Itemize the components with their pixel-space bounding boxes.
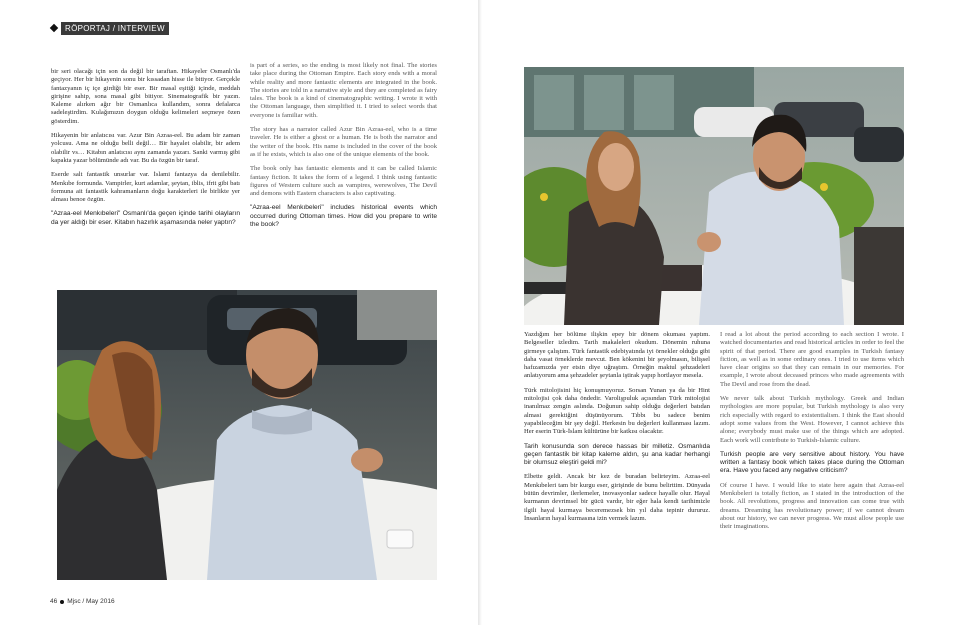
left-column-turkish [51,68,240,284]
interview-question: Tarih konusunda son derece hassas bir milletiz. Osmanlıda geçen fantastik bir kitap kaleme aldın, şu ana kadar herhangi bir olumsuz eleştiri geldi mi? [524,442,710,467]
interview-photo-left [57,290,437,580]
body-paragraph: Türk mitolojisini hiç konuşmuyoruz. Sorsan Yunan ya da bir Hint mitolojisi çok daha öndedir. Varolişpuluk açısından Türk mitolojisi inanılmaz zengin aslında. Doğunun sahip olduğu değerleri batıdan almasi gerektiğini düşünüyorum. Tıbbı bu sadece benim yapabileceğim bir şey değil. Herkesin bu değerleri kullanması lazım. Her eserin Türk-İslam kültürüne bir katkısı olacaktır. [524,386,710,436]
body-paragraph: I read a lot about the period according to each section I wrote. I watched documentaries and read historical articles in order to feel the spirit of that period. There are good examples in Turkish fantasy fiction, as well as in some ordinary ones. I tried to use items which have clear origins so that they can remain in our memories. For example, I wrote about deceased princes who made agreements with The Devil and rose from the dead. [720,331,904,388]
interview-question: "Azraa-eel Menkıbeleri" includes historical events which occurred during Ottoman times. How did you prepare to write the book? [250,204,437,229]
body-paragraph: Hikayenin bir anlatıcısı var. Azur Bin Azraa-eel. Bu adam bir zaman yolcusu. Ama ne olduğu belli değil… Bir hayalet olabilir, bir adem olabilir vs… Kitabın anlatıcısı aynı zamanda yazarı. Sanki varmış gibi kapakta yazar bölümünde adı var. Bu da özgün bir taraf. [51,132,240,164]
body-paragraph: is part of a series, so the ending is most likely not final. The stories take place during the Ottoman Empire. Each story ends with a moral while reality and more fantastic elements are integrated in the book. The stories are told in a narrative style and they are completed as fairy tales. The book is a kind of cinematographic writing. I wrote it with the Ottoman language, then simplified it. I tried to select words that everyone is familiar with. [250,62,437,119]
section-label: RÖPORTAJ / INTERVIEW [61,22,169,35]
body-paragraph: The story has a narrator called Azur Bin Azraa-eel, who is a time traveler. He is either a ghost or a human. He is both the narrator and the writer of the book. His name is included in the cover of the book as if he exists, which is also one of the unique elements of the book. [250,126,437,158]
page-footer [50,598,115,605]
body-paragraph: bir seri olacağı için son da değil bir taraftan. Hikayeler Osmanlı'da geçiyor. Her bir hikayenin sonu bir kıssadan hisse ile bitiyor. Gerçekle fantazyanın iç içe girdiği bir eser. Bir masal eşitiği içinde, meddah girişine sahip, sona masal gibi bitiyor. Sinematografik bir yazın. Kalemе alırken ağır bir Osmanlıca kullandım, sonra defalarca sadeleştirdim. Kulağımızın doygun olduğu kelimeleri seçmeye özen gösterdim. [51,68,240,125]
interview-scene-illustration-right [524,67,904,325]
right-column-english [720,331,904,593]
page-gutter [478,0,482,625]
right-column-turkish [524,331,710,593]
section-bullet-icon [50,24,58,32]
interview-scene-illustration [57,290,437,580]
body-paragraph: Yazdığım her bölüme ilişkin epey bir dönem okuması yaptım. Belgeseller izledim. Tarih makaleleri okudum. Dönemin ruhuna girmeye çalıştım. Türk fantastik edebiyatında iyi örnekler olduğu gibi daha vasat örneklerde mevcut. Ben kökenini bir şeyolmasın, bilişsel hafızamızda yer etsin diye uğraştım. Örneğin maktul şehzadeleri anlatıyorum ama şehzadeler şeytanla iştirak yapıp hortlayor mesela. [524,331,710,380]
left-column-english [250,62,437,284]
magazine-issue: Mjsc / May 2016 [67,598,115,605]
body-paragraph: Eserde salt fantastik unsurlar var. İslami fantazya da denilebilir. Menkıbe formunda. Vampirler, kurt adamlar, şeytan, iblis, ifrit gibi batı formuna ait fantastik kahramanların doğu karakterleri ile birlikte yer alması benoe özgün. [51,171,240,204]
footer-bullet-icon [60,600,64,604]
interview-question: Turkish people are very sensitive about history. You have written a fantasy book which takes place during the Ottoman era. Have you faced any negative criticism? [720,450,904,475]
body-paragraph: The book only has fantastic elements and it can be called Islamic fantasy fiction. It takes the form of a legend. I think using fantastic figures of Western culture such as vampires, werewolves, The Devil and demons with Eastern characters is also captivating. [250,165,437,198]
interview-question: "Azraa-eel Menkıbeleri" Osmanlı'da geçen içinde tarihi olayların da yer aldığı bir eser. Kitabın hazırlık aşamasında neler yaptın? [51,210,240,226]
body-paragraph: Of course I have. I would like to state here again that Azraa-eel Menkıbeleri is totally fiction, as I stated in the introduction of the book. All revolutions, progress and innovation can come true with dreams. Dreaming has revolutionary power; if we cannot dream about our history, we can never progress. We must allow people use their imaginations. [720,481,904,531]
body-paragraph: Elbette geldi. Ancak bir kez de buradan belirteyim. Azraa-eel Menkıbeleri tam bir kurgu eser, girişinde de bunu belirttim. Dünyada bütün devrimler, ilerlemeler, inovasyonlar sadece hayalle olur. Hayal kurmanın devrimsel bir gücü vardır, bir eğer hala kendi tarihimizle ilgili hayal kurmaya beceremezsek bin yıl daha tepinir dururuz. İnsanların hayal kurmasına izin vermek lazım. [524,473,710,522]
page-number: 46 [50,598,58,605]
body-paragraph: We never talk about Turkish mythology. Greek and Indian mythologies are more popular, but Turkish mythology is also very rich especially with regard to existentialism. I think the East should adopt some values from the West. However, I cannot achieve this alone; everybody must make use of the things which are adopted. Each work will contribute to Turkish-Islamic culture. [720,395,904,444]
interview-photo-right [524,67,904,325]
section-tag [51,22,169,34]
